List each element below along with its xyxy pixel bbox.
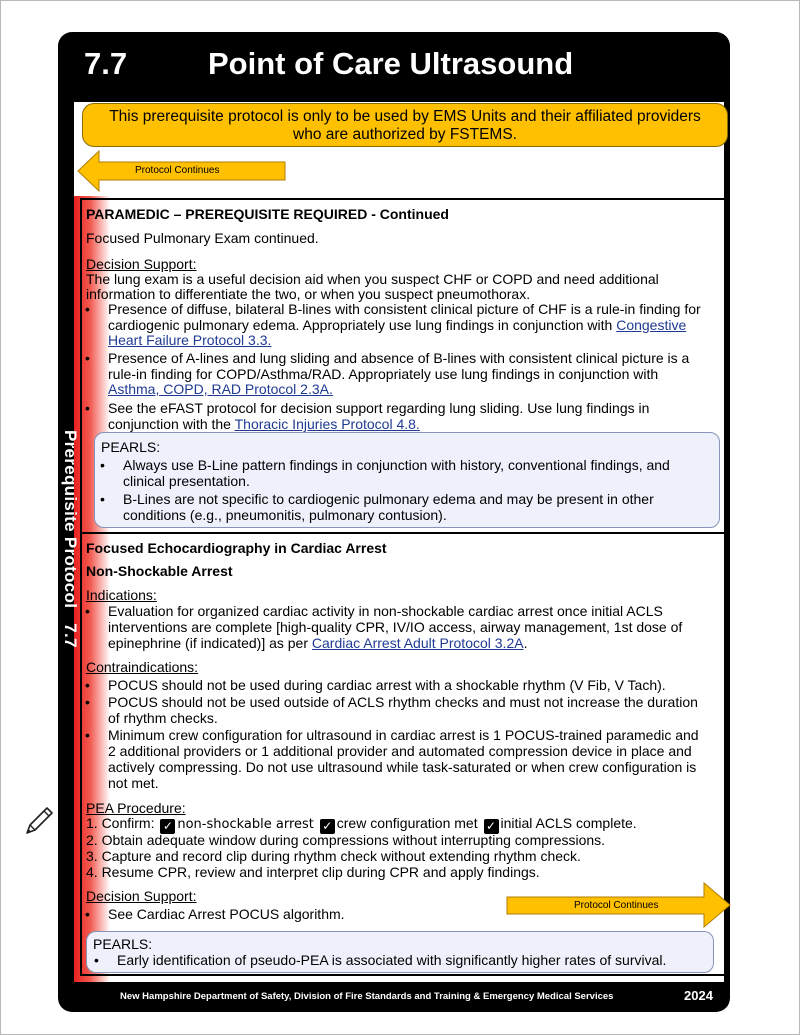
list-item-continued: rule-in finding for COPD/Asthma/RAD. Appropriately use lung findings in conjunction with xyxy=(108,366,659,382)
list-item: • POCUS should not be used outside of ACLS rhythm checks and must not increase the duration xyxy=(108,694,698,711)
section1-subheading: Focused Pulmonary Exam continued. xyxy=(86,230,319,246)
intro-line-1: The lung exam is a useful decision aid when you suspect CHF or COPD and need additional xyxy=(86,271,659,287)
list-item-continued xyxy=(108,381,333,398)
list-item-continued: cardiogenic pulmonary edema. Appropriately use lung findings in conjunction with Congestive xyxy=(108,317,687,333)
page-header xyxy=(58,32,730,102)
section1-heading: PARAMEDIC – PREREQUISITE REQUIRED - Continued xyxy=(86,206,449,222)
protocol-continues-next-link[interactable] xyxy=(506,882,732,928)
notice-line-2: who are authorized by FSTEMS. xyxy=(293,126,517,143)
list-item: • Early identification of pseudo-PEA is associated with significantly higher rates of survival. xyxy=(117,952,666,969)
protocol-continues-top-label: Protocol Continues xyxy=(135,165,220,176)
heart-failure-protocol-link[interactable]: Heart Failure Protocol 3.3. xyxy=(108,332,272,348)
pearls-title: PEARLS: xyxy=(101,439,161,455)
thoracic-injuries-link[interactable]: Thoracic Injuries Protocol 4.8. xyxy=(234,416,420,432)
pearls-box-2 xyxy=(86,931,714,973)
sidebar-label-text: Prerequisite Protocol 7.7 xyxy=(61,430,80,648)
pea-step-1: 1. Confirm: ✓ non-shockable arrest ✓ crew configuration met ✓ initial ACLS complete. xyxy=(86,815,637,833)
list-item: • See the eFAST protocol for decision support regarding lung sliding. Use lung findings in xyxy=(108,400,649,417)
footer-year: 2024 xyxy=(684,988,713,1003)
protocol-continues-back-link[interactable] xyxy=(77,150,287,192)
prerequisite-notice xyxy=(82,103,728,147)
footer-department: New Hampshire Department of Safety, Division of Fire Standards and Training & Emergency Medical Services xyxy=(120,991,614,1002)
checkbox-checked-icon[interactable]: ✓ xyxy=(484,819,499,834)
protocol-number: 7.7 xyxy=(84,46,128,81)
pea-step-2: 2. Obtain adequate window during compressions without interrupting compressions. xyxy=(86,832,606,848)
page-title: Point of Care Ultrasound xyxy=(208,46,574,81)
checkbox-checked-icon[interactable]: ✓ xyxy=(320,819,335,834)
list-item-continued: not met. xyxy=(108,775,159,791)
asthma-copd-rad-link[interactable]: Asthma, COPD, RAD Protocol 2.3A. xyxy=(108,381,333,397)
list-item-continued: conjunction with the Thoracic Injuries Protocol 4.8. xyxy=(108,416,420,432)
list-item: • B-Lines are not specific to cardiogenic pulmonary edema and may be present in other xyxy=(123,491,654,508)
list-item-continued: conditions (e.g., pneumonitis, pulmonary contusion). xyxy=(123,507,447,523)
cardiac-arrest-adult-link[interactable]: Cardiac Arrest Adult Protocol 3.2A xyxy=(311,635,524,651)
pea-step-3: 3. Capture and record clip during rhythm check without extending rhythm check. xyxy=(86,848,581,864)
notice-line-1: This prerequisite protocol is only to be used by EMS Units and their affiliated providers xyxy=(109,108,701,125)
sidebar-label xyxy=(58,430,80,670)
section2-heading: Focused Echocardiography in Cardiac Arrest xyxy=(86,540,387,556)
checkbox-checked-icon[interactable]: ✓ xyxy=(160,819,175,834)
congestive-heart-failure-link[interactable]: Congestive xyxy=(616,317,687,333)
list-item-continued: clinical presentation. xyxy=(123,473,250,489)
list-item-continued: actively compressing. Do not use ultrasound while task-saturated or when crew configuration is xyxy=(108,759,697,775)
list-item-continued: interventions are complete [high-quality CPR, IV/IO access, airway management, 1st dose of xyxy=(108,619,683,635)
pea-step-4: 4. Resume CPR, review and interpret clip during CPR and apply findings. xyxy=(86,864,540,880)
list-item: • Presence of diffuse, bilateral B-lines with consistent clinical picture of CHF is a rule-in finding for xyxy=(108,301,701,318)
pea-procedure-label: PEA Procedure: xyxy=(86,800,186,816)
pearls-title-2: PEARLS: xyxy=(93,936,153,952)
section2-subheading: Non-Shockable Arrest xyxy=(86,563,233,579)
list-item-continued xyxy=(108,332,271,349)
indications-label: Indications: xyxy=(86,587,157,603)
list-item: • Minimum crew configuration for ultrasound in cardiac arrest is 1 POCUS-trained paramedic and xyxy=(108,727,699,744)
pencil-icon[interactable] xyxy=(22,804,56,838)
decision-support-label: Decision Support: xyxy=(86,256,197,272)
list-item: • See Cardiac Arrest POCUS algorithm. xyxy=(108,906,345,923)
list-item: • Always use B-Line pattern findings in conjunction with history, conventional findings, and xyxy=(123,457,670,474)
contraindications-label: Contraindications: xyxy=(86,659,199,675)
list-item: • POCUS should not be used during cardiac arrest with a shockable rhythm (V Fib, V Tach). xyxy=(108,677,666,694)
list-item-continued: of rhythm checks. xyxy=(108,710,218,726)
pearls-box xyxy=(94,432,720,528)
decision-support-label-2: Decision Support: xyxy=(86,888,197,904)
intro-line-2: information to differentiate the two, or when you suspect pneumothorax. xyxy=(86,286,531,302)
list-item: • Evaluation for organized cardiac activity in non-shockable cardiac arrest once initial ACLS xyxy=(108,603,663,620)
list-item-continued: epinephrine (if indicated)] as per Cardiac Arrest Adult Protocol 3.2A. xyxy=(108,635,528,651)
list-item-continued: 2 additional providers or 1 additional provider and automated compression device in place and xyxy=(108,743,692,759)
protocol-continues-bottom-label: Protocol Continues xyxy=(574,900,659,911)
list-item: • Presence of A-lines and lung sliding and absence of B-lines with consistent clinical picture is a xyxy=(108,350,689,367)
